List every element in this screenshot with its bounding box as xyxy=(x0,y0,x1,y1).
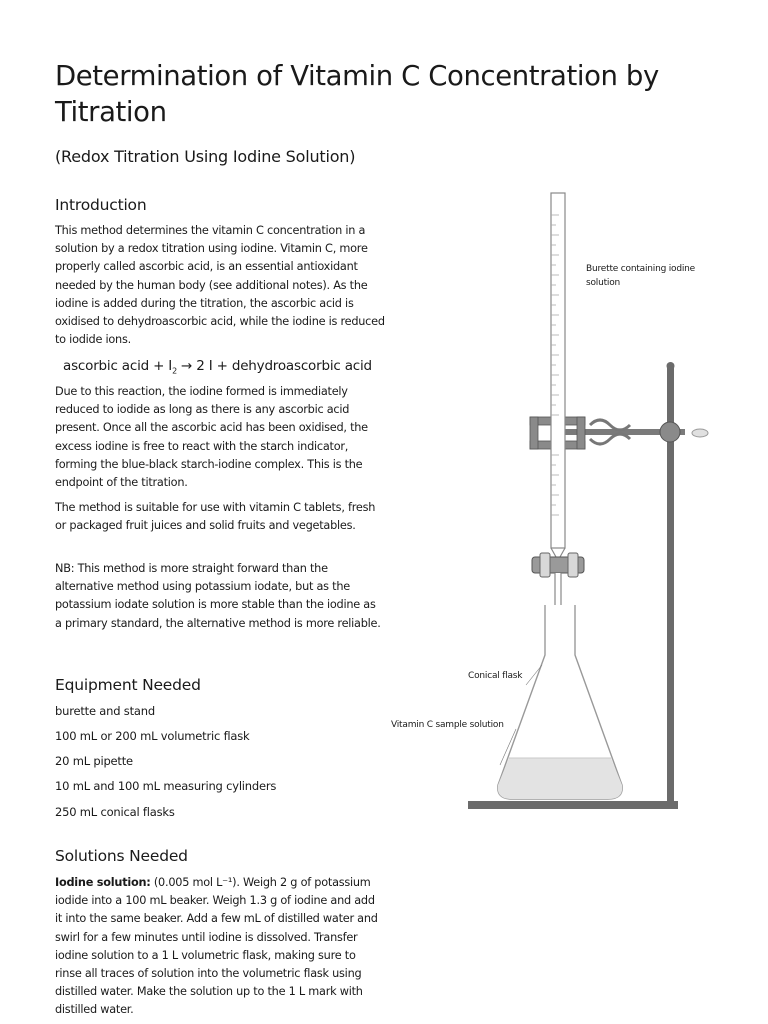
reaction-equation xyxy=(63,357,372,381)
vitamin-c-solution xyxy=(498,758,622,799)
solutions-heading: Solutions Needed xyxy=(55,847,188,865)
iodine-solution-label: Iodine solution: xyxy=(55,876,151,889)
introduction-paragraph-2: Due to this reaction, the iodine formed is immediately reduced to iodide as long as there is any ascorbic acid present. Once all the ascorbic acid has been oxidised, the excess iodine is free to react with the starch indicator, forming the blue-black starch-iodine complex. This is the endpoint of the titration. xyxy=(55,385,368,490)
clamp-boss xyxy=(660,422,680,442)
page-subtitle: (Redox Titration Using Iodine Solution) xyxy=(55,147,356,166)
introduction-paragraph-1: This method determines the vitamin C concentration in a solution by a redox titration using iodine. Vitamin C, more properly called ascorbic acid, is an essential antioxidant needed by the human body (see additional notes). As the iodine is added during the titration, the ascorbic acid is oxidised to dehydroascorbic acid, while the iodine is reduced to iodide ions. xyxy=(55,224,385,347)
equipment-item: 20 mL pipette xyxy=(55,754,133,768)
iodine-solution-paragraph xyxy=(55,874,385,1020)
equipment-item: 250 mL conical flasks xyxy=(55,805,175,819)
equation-subscript: 2 xyxy=(172,366,177,376)
stand-rod-cap xyxy=(667,362,675,370)
sample-solution-label: Vitamin C sample solution xyxy=(391,720,504,730)
introduction-note: NB: This method is more straight forward than the alternative method using potassium iodate, but as the potassium iodate solution is more stable than the iodine as a primary standard, the alternative method is more reliable. xyxy=(55,562,381,630)
equipment-item: 100 mL or 200 mL volumetric flask xyxy=(55,729,250,743)
introduction-paragraph-3: The method is suitable for use with vitamin C tablets, fresh or packaged fruit juices and solid fruits and vegetables. xyxy=(55,501,376,533)
equation-left: ascorbic acid + I xyxy=(63,358,173,374)
burette-neck xyxy=(551,548,565,557)
clamp-knot xyxy=(590,420,630,430)
equipment-heading: Equipment Needed xyxy=(55,676,201,694)
burette-label: Burette containing iodine solution xyxy=(586,264,696,288)
conical-flask-label: Conical flask xyxy=(468,671,523,681)
clamp-screw xyxy=(692,429,708,437)
page-title: Determination of Vitamin C Concentration by Titration xyxy=(55,60,659,128)
equipment-item: 10 mL and 100 mL measuring cylinders xyxy=(55,779,277,793)
equation-right: → 2 I + dehydroascorbic acid xyxy=(176,358,372,374)
equipment-item: burette and stand xyxy=(55,704,155,718)
stand-base xyxy=(468,801,678,809)
iodine-solution-text: (0.005 mol L⁻¹). Weigh 2 g of potassium iodide into a 100 mL beaker. Weigh 1.3 g of iodine and add it into the same beaker. Add a few mL of distilled water and swirl for a few minutes until iodine is dissolved. Transfer iodine solution to a 1 L volumetric flask, making sure to rinse all traces of solution into the volumetric flask using distilled water. Make the solution up to the 1 L mark with distilled water. xyxy=(55,876,378,1017)
introduction-heading: Introduction xyxy=(55,196,147,214)
